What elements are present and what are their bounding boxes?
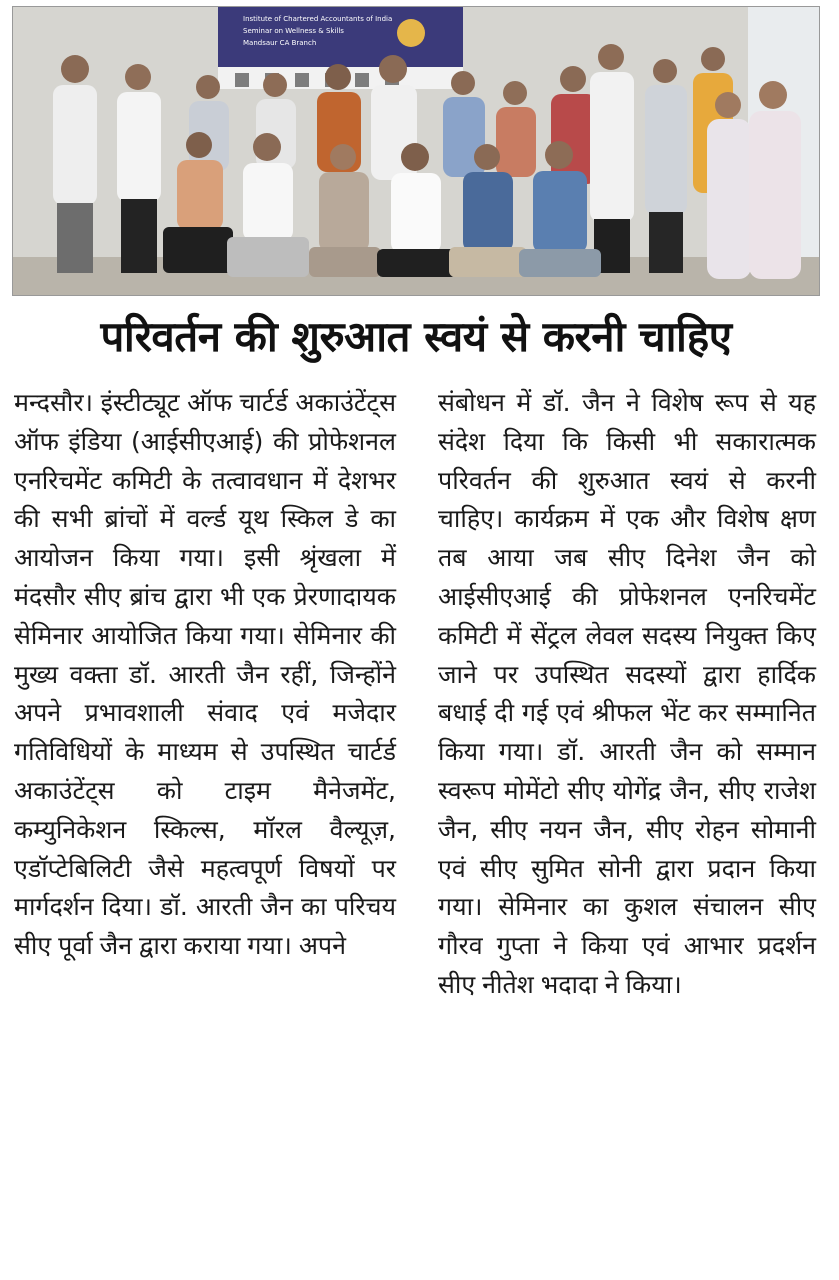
article-column-left <box>14 384 396 966</box>
banner-line-1: Institute of Chartered Accountants of India <box>243 15 393 23</box>
article-text-left: मन्दसौर। इंस्टीट्यूट ऑफ चार्टर्ड अकाउंटेंट्स ऑफ इंडिया (आईसीएआई) की प्रोफेशनल एनरिचमेंट कमिटी के तत्वावधान में देशभर की सभी ब्रांचों में वर्ल्ड यूथ स्किल डे का आयोजन किया गया। इसी श्रृंखला में मंदसौर सीए ब्रांच द्वारा भी एक प्रेरणादायक सेमिनार आयोजित किया गया। सेमिनार की मुख्य वक्ता डॉ. आरती जैन रहीं, जिन्होंने अपने प्रभावशाली संवाद एवं मजेदार गतिविधियों के माध्यम से उपस्थित चार्टर्ड अकाउंटेंट्स को टाइम मैनेजमेंट, कम्युनिकेशन स्किल्स, मॉरल वैल्यूज़, एडॉप्टेबिलिटी जैसे महत्वपूर्ण विषयों पर मार्गदर्शन दिया। डॉ. आरती जैन का परिचय सीए पूर्वा जैन द्वारा कराया गया। अपने <box>14 388 396 961</box>
banner-line-3: Mandsaur CA Branch <box>243 39 317 47</box>
group-photo-illustration <box>13 7 819 295</box>
banner-line-2: Seminar on Wellness & Skills <box>243 27 344 35</box>
headline: परिवर्तन की शुरुआत स्वयं से करनी चाहिए <box>100 312 732 361</box>
article-photo <box>12 6 820 296</box>
article-text-right: संबोधन में डॉ. जैन ने विशेष रूप से यह संदेश दिया कि किसी भी सकारात्मक परिवर्तन की शुरुआत स्वयं से करनी चाहिए। कार्यक्रम में एक और विशेष क्षण तब आया जब सीए दिनेश जैन को आईसीएआई की प्रोफेशनल एनरिचमेंट कमिटी में सेंट्रल लेवल सदस्य नियुक्त किए जाने पर उपस्थित सदस्यों द्वारा हार्दिक बधाई दी गई एवं श्रीफल भेंट कर सम्मानित किया गया। डॉ. आरती जैन को सम्मान स्वरूप मोमेंटो सीए योगेंद्र जैन, सीए राजेश जैन, सीए नयन जैन, सीए रोहन सोमानी एवं सीए सुमित सोनी द्वारा प्रदान किया गया। सेमिनार का कुशल संचालन सीए गौरव गुप्ता ने किया एवं आभार प्रदर्शन सीए नीतेश भदादा ने किया। <box>438 388 816 999</box>
article-column-right <box>438 384 816 1005</box>
